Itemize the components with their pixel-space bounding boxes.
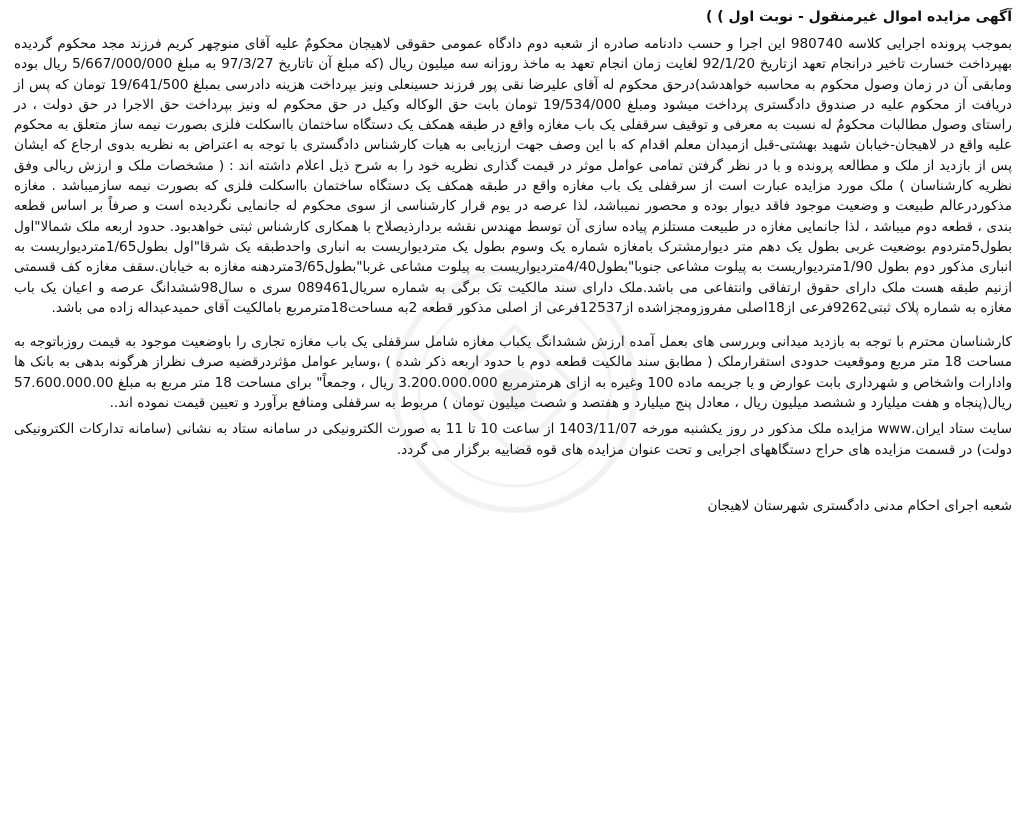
notice-paragraph-auction-schedule: سایت ستاد ایران.www مزایده ملک مذکور در روز یکشنبه مورخه 1403/11/07 از ساعت 10 تا 11 به صورت الکترونیکی در سامانه ستاد به نشانی (سامانه تدارکات الکترونیکی دولت) در قسمت مزایده های حراج دستگاههای اجرایی و تحت عنوان مزایده های قوه قضاییه برگزار می گردد.: [14, 421, 1013, 458]
auction-notice: [14, 6, 1012, 516]
notice-paragraph-case-details: بموجب پرونده اجرایی کلاسه 980740 این اجرا و حسب دادنامه صادره از شعبه دوم دادگاه عمومی حقوقی لاهیجان محکومٌ علیه آقای منوچهر کریم فرزند مجد محکوم گردیده بهپرداخت خسارت تاخیر درانجام تعهد ازتاریخ 92/1/20 لغایت زمان انجام تعهد به ماخذ روزانه سه میلیون ریال (که مبلغ آن تاتاریخ 97/3/27 به مبلغ 5/667/000/000 ریال بوده ومابقی آن در زمان وصول محکوم به محاسبه خواهدشد)درحق محکوم له آقای علیرضا نقی پور فرزند حسینعلی ونیز بپرداخت هزینه دادرسی بمبلغ 19/641/500 تومان که پس از دریافت از محکوم علیه در صندوق دادگستری پرداخت میشود ومبلغ 19/534/000 تومان بابت حق الوکاله وکیل در حق محکوم له ونیز بپرداخت حق الاجرا در حق دولت ، در راستای وصول مطالبات محکومٌ له نسبت به معرفی و توقیف سرقفلی یک باب مغازه واقع در طبقه همکف یک دستگاه ساختمان بااسکلت فلزی بصورت نیمه ساز متعلق به محکوم علیه واقع در لاهیجان-خیابان شهید بهشتی-قبل ازمیدان معلم اقدام که با این وصف جهت ارزیابی به هیات کارشناس دادگستری با توجه به اعتراض به نظریه بدوی ارجاع که ایشان پس از بازدید از ملک و مطالعه پرونده و با در نظر گرفتن تمامی عوامل موثر در قیمت گذاری نظریه خود را به شرح ذیل اعلام داشته اند : ( مشخصات ملک و ارزش ریالی وفق نظریه کارشناسان ) ملک مورد مزایده عبارت است از سرقفلی یک باب مغازه واقع در طبقه همکف یک دستگاه ساختمان بااسکلت فلزی که بصورت نیمه سازمیباشد . مغازه مذکوردرعالم طبیعت و وضعیت موجود فاقد دیوار بوده و محصور نمیباشد، لذا عرصه در یوم قرار کارشناسی از سوی محکوم له جانمایی نگردیده است و صرفاً بر اساس قطعه بندی ، قطعه دوم میباشد ، لذا جانمایی مغازه در طبیعت مستلزم پیاده سازی آن توسط مهندس نقشه بردارذیصلاح با همکاری کارشناس ثبتی خواهدبود. حدود اربعه ملک شمالا"اول بطول5متردوم بوضعیت غربی بطول یک دهم متر دیوارمشترک بامغازه شماره یک وسوم بطول یک متردیواریست به انباری واحدطبقه یک شرقا"اول بطول1/65متردیواریست به انباری مذکور دوم بطول 1/90متردیواریست به پیلوت مشاعی جنوبا"بطول4/40متردیواریست به پیلوت مشاعی غربا"بطول3/65متردهنه مغازه به خیابان.سقف مغازه کف قسمتی ازنیم طبقه هست ملک دارای حقوق ارتفاقی وانتفاعی می باشد.ملک دارای سند مالکیت تک برگی به شماره سریال089461 سری ه سال98ششدانگ عرصه و اعیان یک باب مغازه به شماره پلاک ثبتی9262فرعی از18اصلی مفروزومجزاشده از12537فرعی از اصلی مذکور قطعه 2به مساحت18مترمربع بامالکیت آقای حمیدعبداله زاده می باشد.: [14, 36, 1013, 316]
notice-title: آگهی مزایده اموال غیرمنقول - نوبت اول ) ): [705, 9, 1012, 25]
notice-paragraph-valuation: کارشناسان محترم با توجه به بازدید میدانی وبررسی های بعمل آمده ارزش ششدانگ یکباب مغازه شامل سرقفلی یک باب مغازه تجاری را باوضعیت موجود به قیمت روزباتوجه به مساحت 18 متر مربع وموقعیت حدودی استقرارملک ( مطابق سند مالکیت قطعه دوم با حدود اربعه ذکر شده ) ،وسایر عوامل مؤثردرقضیه صرف نظراز هرگونه بدهی به بانک ها وادارات واشخاص و شهرداری بابت عوارض و یا جریمه ماده 100 وغیره به ازای هرمترمربع 3.200.000.000 ریال ، وجمعاً" برای مساحت 18 متر مربع به مبلغ 57.600.000.00 ریال(پنجاه و هفت میلیارد و ششصد میلیون ریال ، معادل پنج میلیارد و هفتصد و شصت میلیون تومان ) مربوط به سرقفلی ومنافع برآورد و تعیین قیمت نموده اند..: [14, 334, 1013, 412]
notice-footer-signature: شعبه اجرای احکام مدنی دادگستری شهرستان لاهیجان: [707, 497, 1012, 514]
